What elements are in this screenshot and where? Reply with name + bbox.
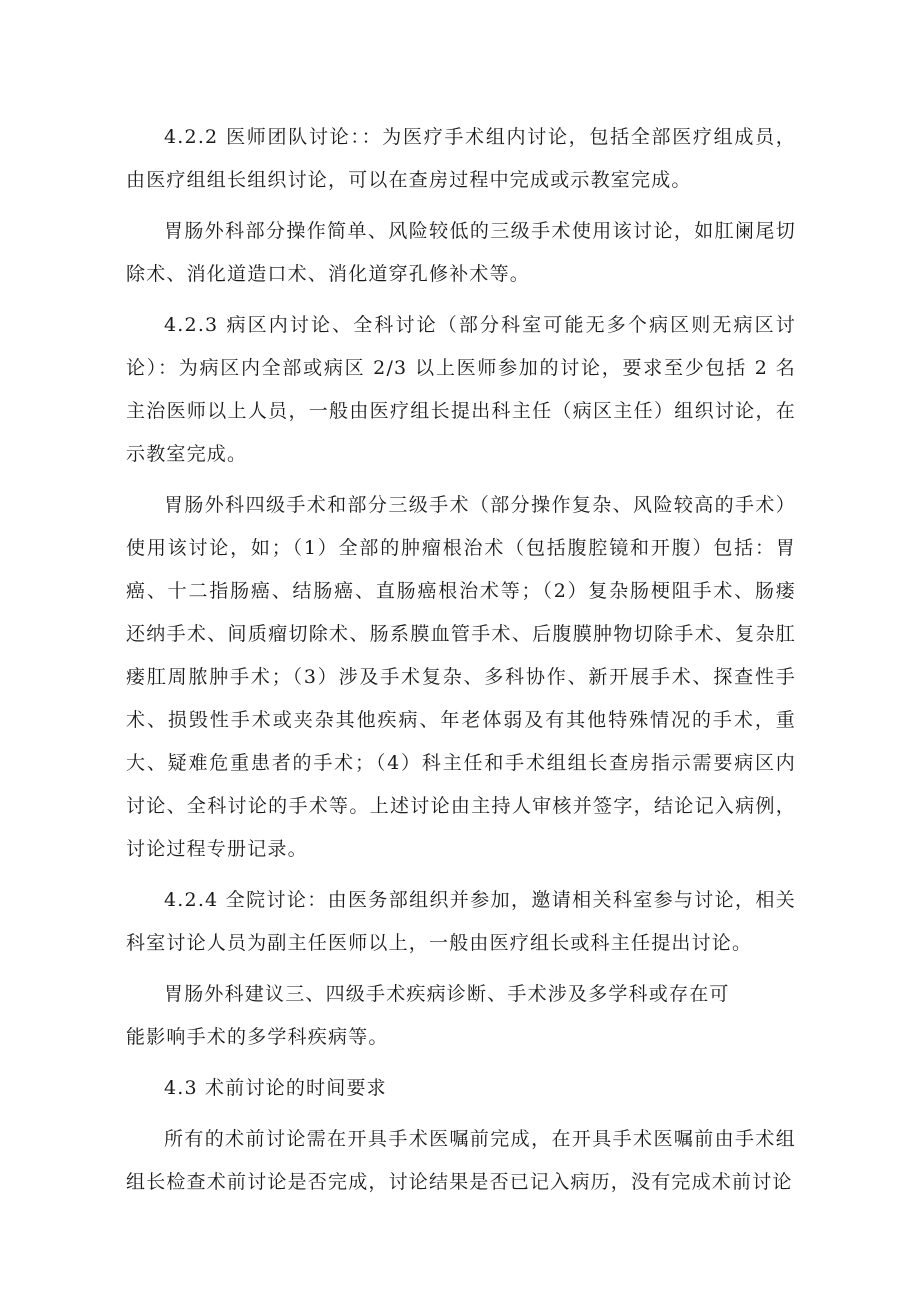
paragraph-4-2-4: 4.2.4 全院讨论：由医务部组织并参加，邀请相关科室参与讨论，相关科室讨论人员为副主任医师以上，一般由医疗组长或科主任提出讨论。	[126, 889, 796, 954]
paragraph-4-2-3: 4.2.3 病区内讨论、全科讨论（部分科室可能无多个病区则无病区讨论）：为病区内全部或病区 2/3 以上医师参加的讨论，要求至少包括 2 名主治医师以上人员，一般由医疗组长提出科主任（病区主任）组织讨论，在示教室完成。	[126, 314, 796, 465]
paragraph-4-2-2: 4.2.2 医师团队讨论：：为医疗手术组内讨论，包括全部医疗组成员，由医疗组组长组织讨论，可以在查房过程中完成或示教室完成。	[126, 126, 796, 191]
paragraph-line: 胃肠外科建议三、四级手术疾病诊断、手术涉及多学科或存在可	[164, 983, 730, 1005]
paragraph-line: 能影响手术的多学科疾病等。	[126, 1026, 389, 1048]
section-heading-4-3: 4.3 术前讨论的时间要求	[164, 1077, 387, 1099]
paragraph-gastro-level4: 胃肠外科四级手术和部分三级手术（部分操作复杂、风险较高的手术）使用该讨论，如；（1）全部的肿瘤根治术（包括腹腔镜和开腹）包括：胃癌、十二指肠癌、结肠癌、直肠癌根治术等；（2）复杂肠梗阻手术、肠瘘还纳手术、间质瘤切除术、肠系膜血管手术、后腹膜肿物切除手术、复杂肛瘘肛周脓肿手术；（3）涉及手术复杂、多科协作、新开展手术、探查性手术、损毁性手术或夹杂其他疾病、年老体弱及有其他特殊情况的手术，重大、疑难危重患者的手术；（4）科主任和手术组组长查房指示需要病区内讨论、全科讨论的手术等。上述讨论由主持人审核并签字，结论记入病例，讨论过程专册记录。	[126, 494, 796, 860]
paragraph-timing-requirement: 所有的术前讨论需在开具手术医嘱前完成，在开具手术医嘱前由手术组组长检查术前讨论是否完成，讨论结果是否已记入病历，没有完成术前讨论	[126, 1128, 796, 1193]
paragraph-gastro-level3: 胃肠外科部分操作简单、风险较低的三级手术使用该讨论，如肛阑尾切除术、消化道造口术、消化道穿孔修补术等。	[126, 220, 796, 285]
document-page	[126, 116, 796, 1212]
paragraph-gastro-multidisciplinary	[126, 973, 796, 1059]
